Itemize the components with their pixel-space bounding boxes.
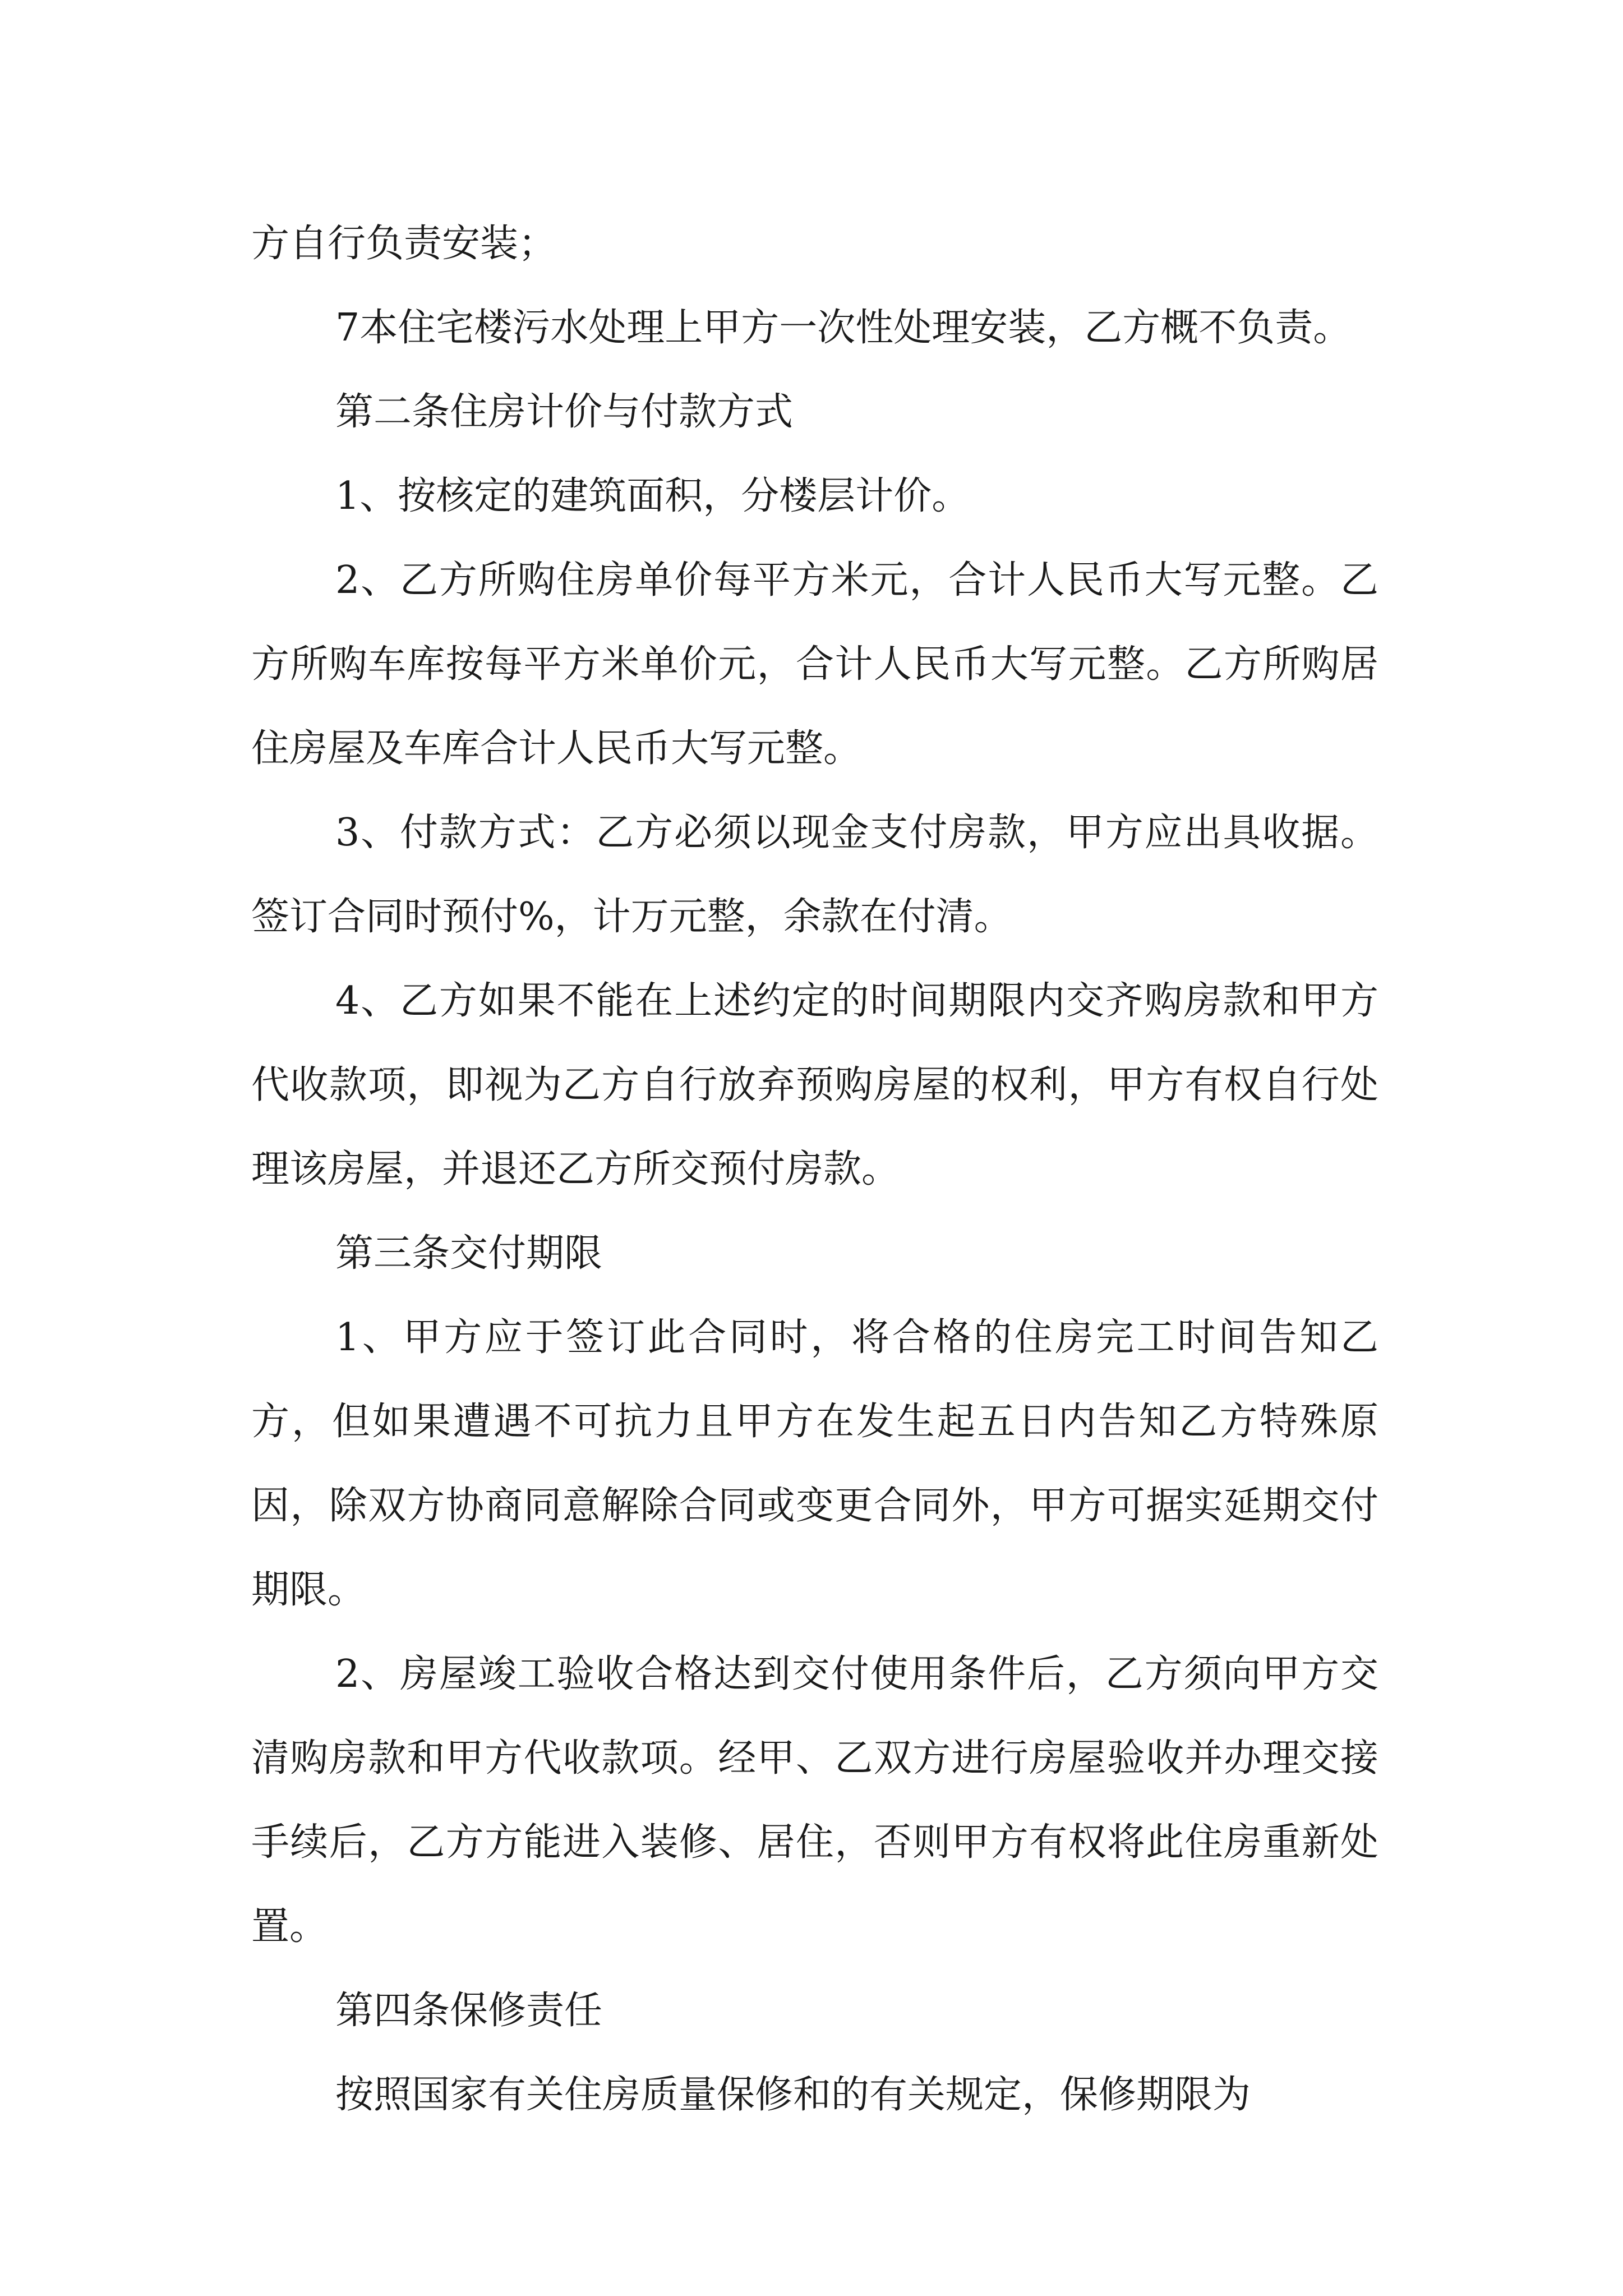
document-page (251, 202, 1378, 2137)
paragraph-6: 3、付款方式：乙方必须以现金支付房款，甲方应出具收据。签订合同时预付%，计万元整，余款在付清。 (251, 811, 1378, 939)
section-heading-2: 第二条住房计价与付款方式 (335, 390, 794, 434)
paragraph-5: 2、乙方所购住房单价每平方米元，合计人民币大写元整。乙方所购车库按每平方米单价元，合计人民币大写元整。乙方所购居住房屋及车库合计人民币大写元整。 (251, 558, 1378, 771)
paragraph-2: 7本住宅楼污水处理上甲方一次性处理安装，乙方概不负责。 (335, 306, 1352, 350)
paragraph-9: 1、甲方应于签订此合同时，将合格的住房完工时间告知乙方，但如果遭遇不可抗力且甲方在发生起五日内告知乙方特殊原因，除双方协商同意解除合同或变更合同外，甲方可据实延期交付期限。 (251, 1315, 1378, 1612)
section-heading-3: 第三条交付期限 (335, 1231, 603, 1276)
paragraph-1: 方自行负责安装； (251, 222, 557, 266)
paragraph-4: 1、按核定的建筑面积，分楼层计价。 (335, 474, 970, 518)
paragraph-10: 2、房屋竣工验收合格达到交付使用条件后，乙方须向甲方交清购房款和甲方代收款项。经甲、乙双方进行房屋验收并办理交接手续后，乙方方能进入装修、居住，否则甲方有权将此住房重新处置。 (251, 1652, 1378, 1949)
section-heading-4: 第四条保修责任 (335, 1989, 603, 2033)
paragraph-7: 4、乙方如果不能在上述约定的时间期限内交齐购房款和甲方代收款项，即视为乙方自行放弃预购房屋的权利，甲方有权自行处理该房屋，并退还乙方所交预付房款。 (251, 979, 1378, 1191)
paragraph-12: 按照国家有关住房质量保修和的有关规定，保修期限为 (335, 2073, 1251, 2117)
